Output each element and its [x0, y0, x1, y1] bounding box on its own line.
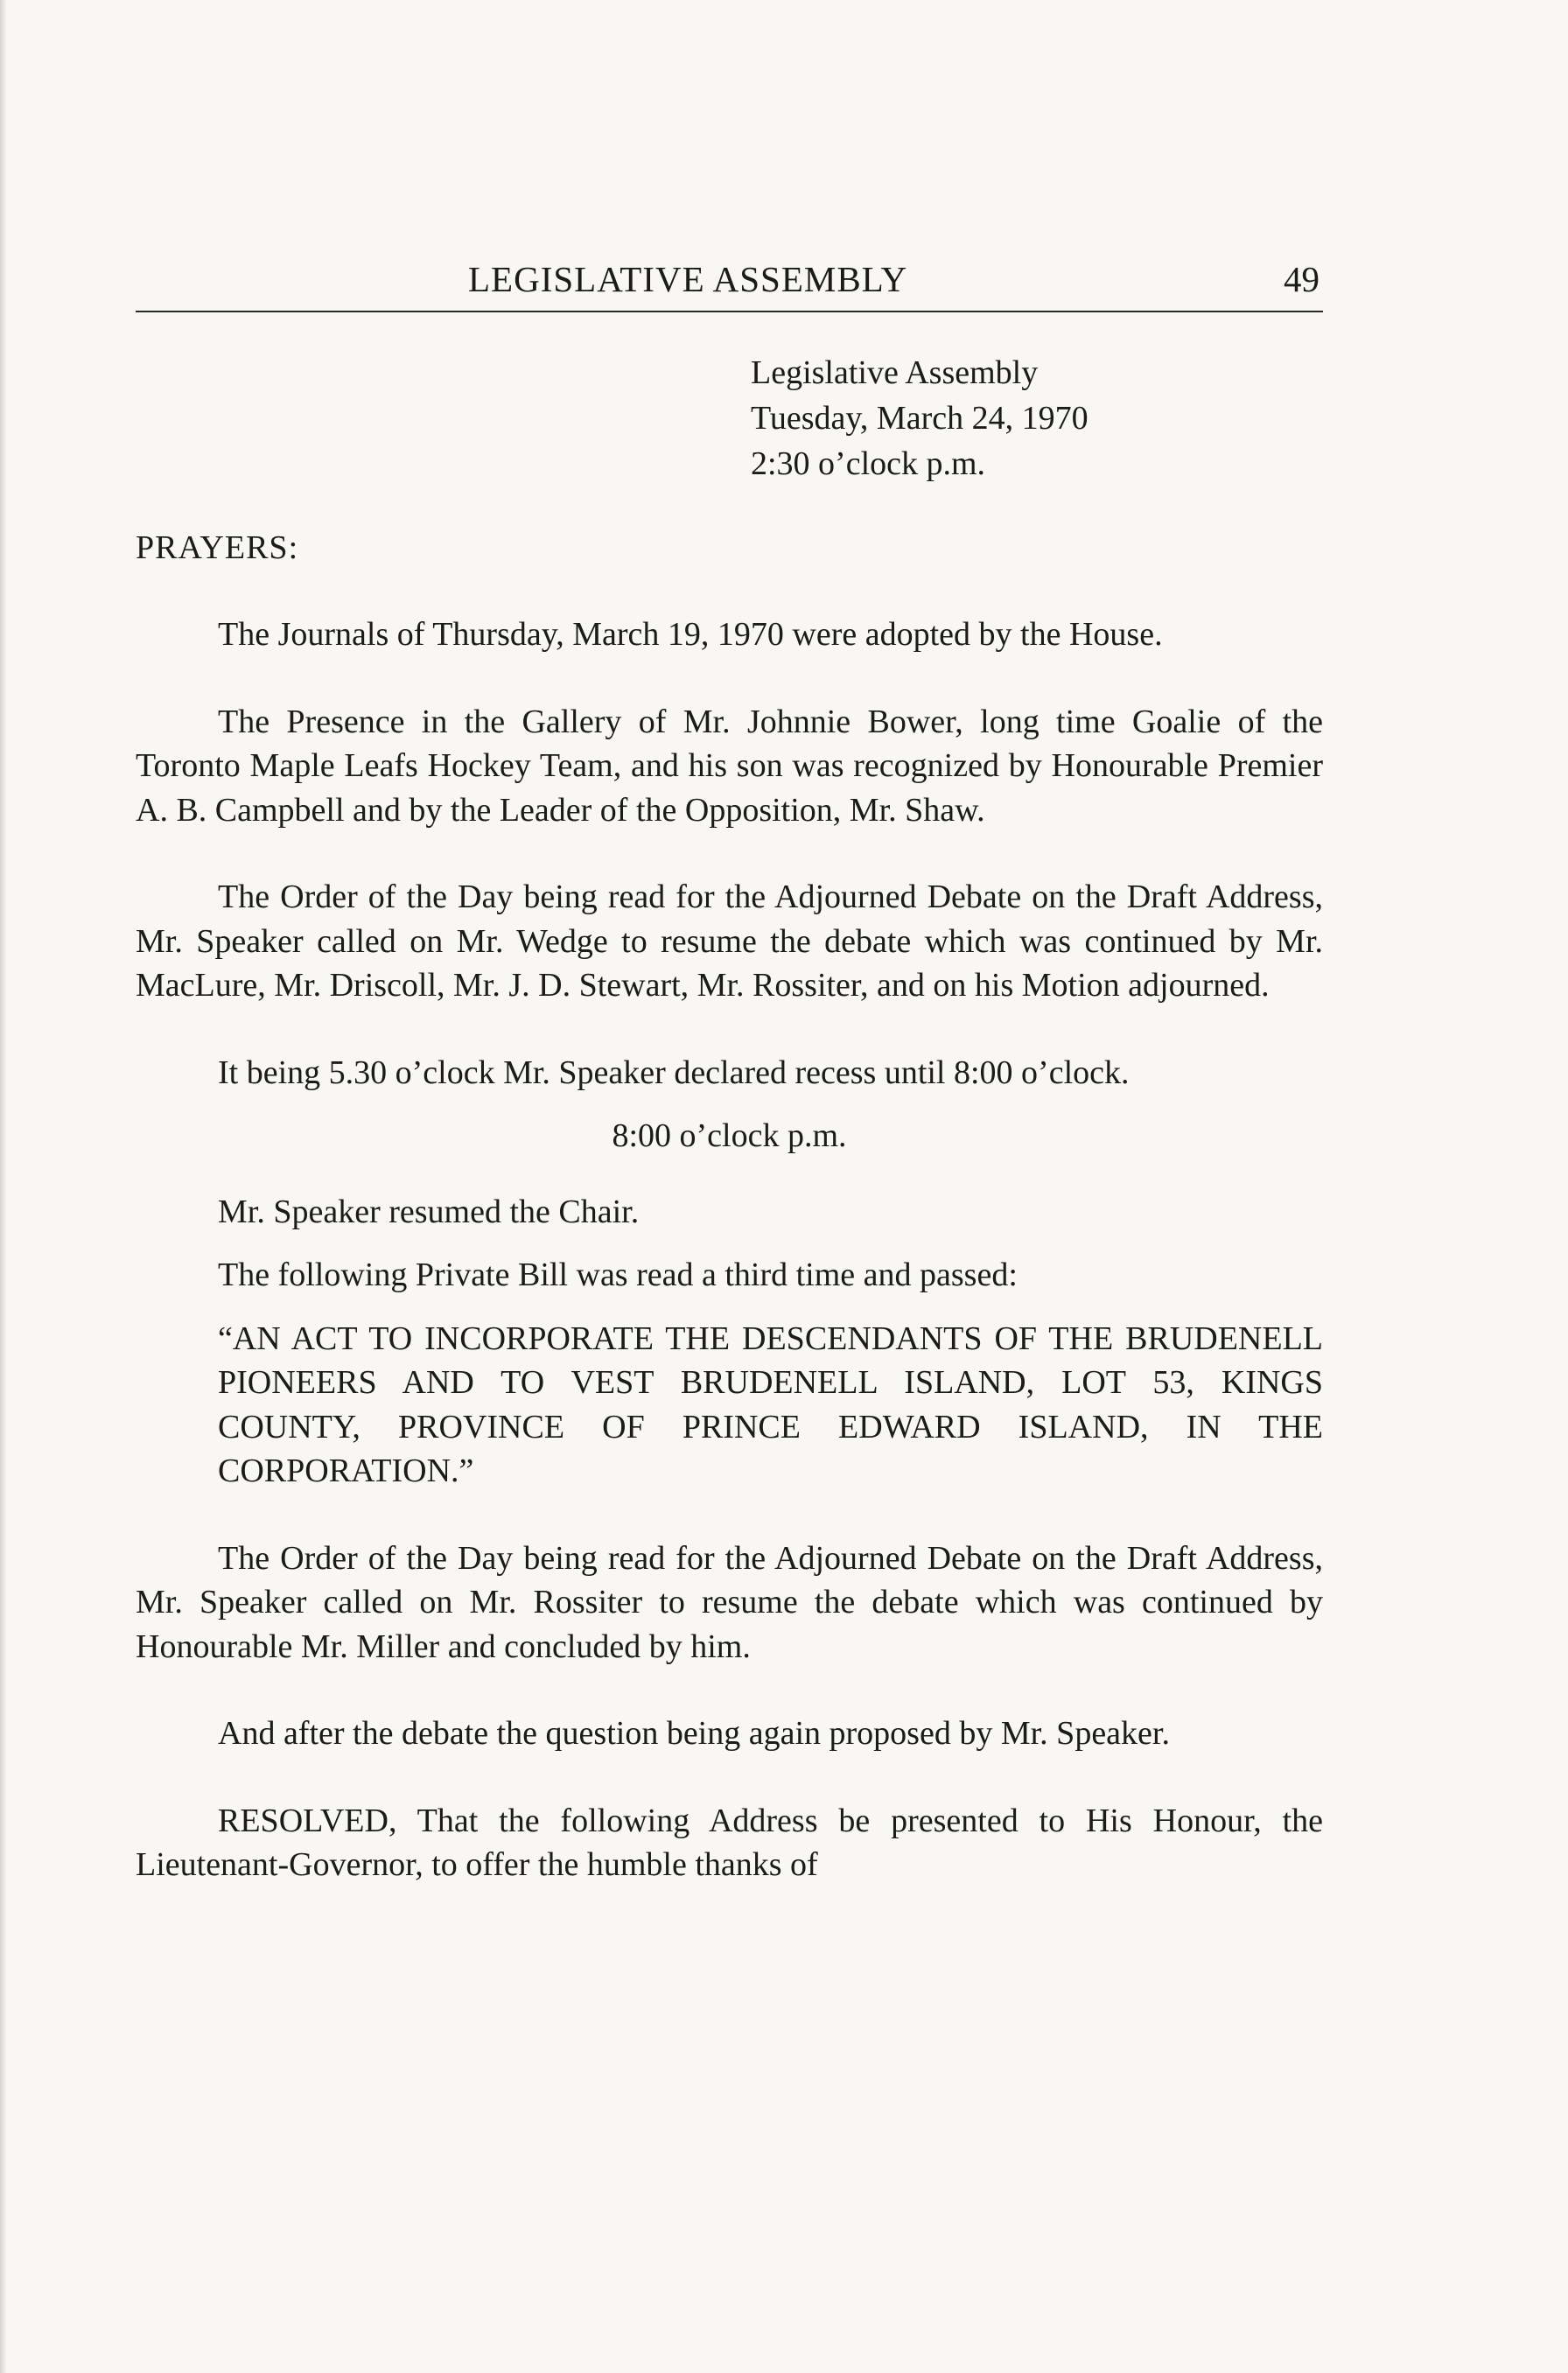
paragraph-journals-adopted: The Journals of Thursday, March 19, 1970 were adopted by the House. [218, 616, 1163, 653]
evening-sitting-time: 8:00 o’clock p.m. [612, 1117, 847, 1154]
paragraph-adjourned-debate-rossiter: The Order of the Day being read for the Adjourned Debate on the Draft Address, Mr. Speaker called on Mr. Rossiter to resume the debate which was continued by Honourable Mr. Miller and concluded by him. [136, 1539, 1323, 1665]
bill-title: “AN ACT TO INCORPORATE THE DESCENDANTS OF THE BRUDENELL PIONEERS AND TO VEST BRUDENELL ISLAND, LOT 53, KINGS COUNTY, PROVINCE OF PRINCE EDWARD ISLAND, IN THE CORPORATION.” [218, 1320, 1323, 1489]
paragraph-resolved: RESOLVED, That the following Address be presented to His Honour, the Lieutenant-Governor, to offer the humble thanks of [136, 1802, 1323, 1883]
dateline-date: Tuesday, March 24, 1970 [751, 400, 1088, 437]
paragraph-speaker-resumed: Mr. Speaker resumed the Chair. [218, 1193, 640, 1230]
paragraph-private-bill: The following Private Bill was read a third time and passed: [218, 1256, 1018, 1293]
paragraph-question-proposed: And after the debate the question being again proposed by Mr. Speaker. [218, 1715, 1170, 1752]
paragraph-gallery-presence: The Presence in the Gallery of Mr. Johnnie Bower, long time Goalie of the Toronto Maple Leafs Hockey Team, and his son was recognized by Honourable Premier A. B. Campbell and by the Leader of the Opposition, Mr. Shaw. [136, 703, 1323, 829]
page-number: 49 [1284, 259, 1320, 299]
running-head: LEGISLATIVE ASSEMBLY [468, 259, 908, 299]
dateline [751, 350, 1088, 486]
dateline-time: 2:30 o’clock p.m. [751, 445, 986, 482]
journal-body [136, 612, 1323, 1930]
paragraph-recess: It being 5.30 o’clock Mr. Speaker declared recess until 8:00 o’clock. [218, 1054, 1130, 1091]
page-header [136, 249, 1323, 312]
page-edge-shadow [0, 0, 7, 2373]
paragraph-adjourned-debate-wedge: The Order of the Day being read for the Adjourned Debate on the Draft Address, Mr. Speaker called on Mr. Wedge to resume the debate which was continued by Mr. MacLure, Mr. Driscoll, Mr. J. D. Stewart, Mr. Rossiter, and on his Motion adjourned. [136, 878, 1323, 1004]
prayers-heading: PRAYERS: [136, 529, 299, 566]
dateline-body: Legislative Assembly [751, 354, 1039, 391]
